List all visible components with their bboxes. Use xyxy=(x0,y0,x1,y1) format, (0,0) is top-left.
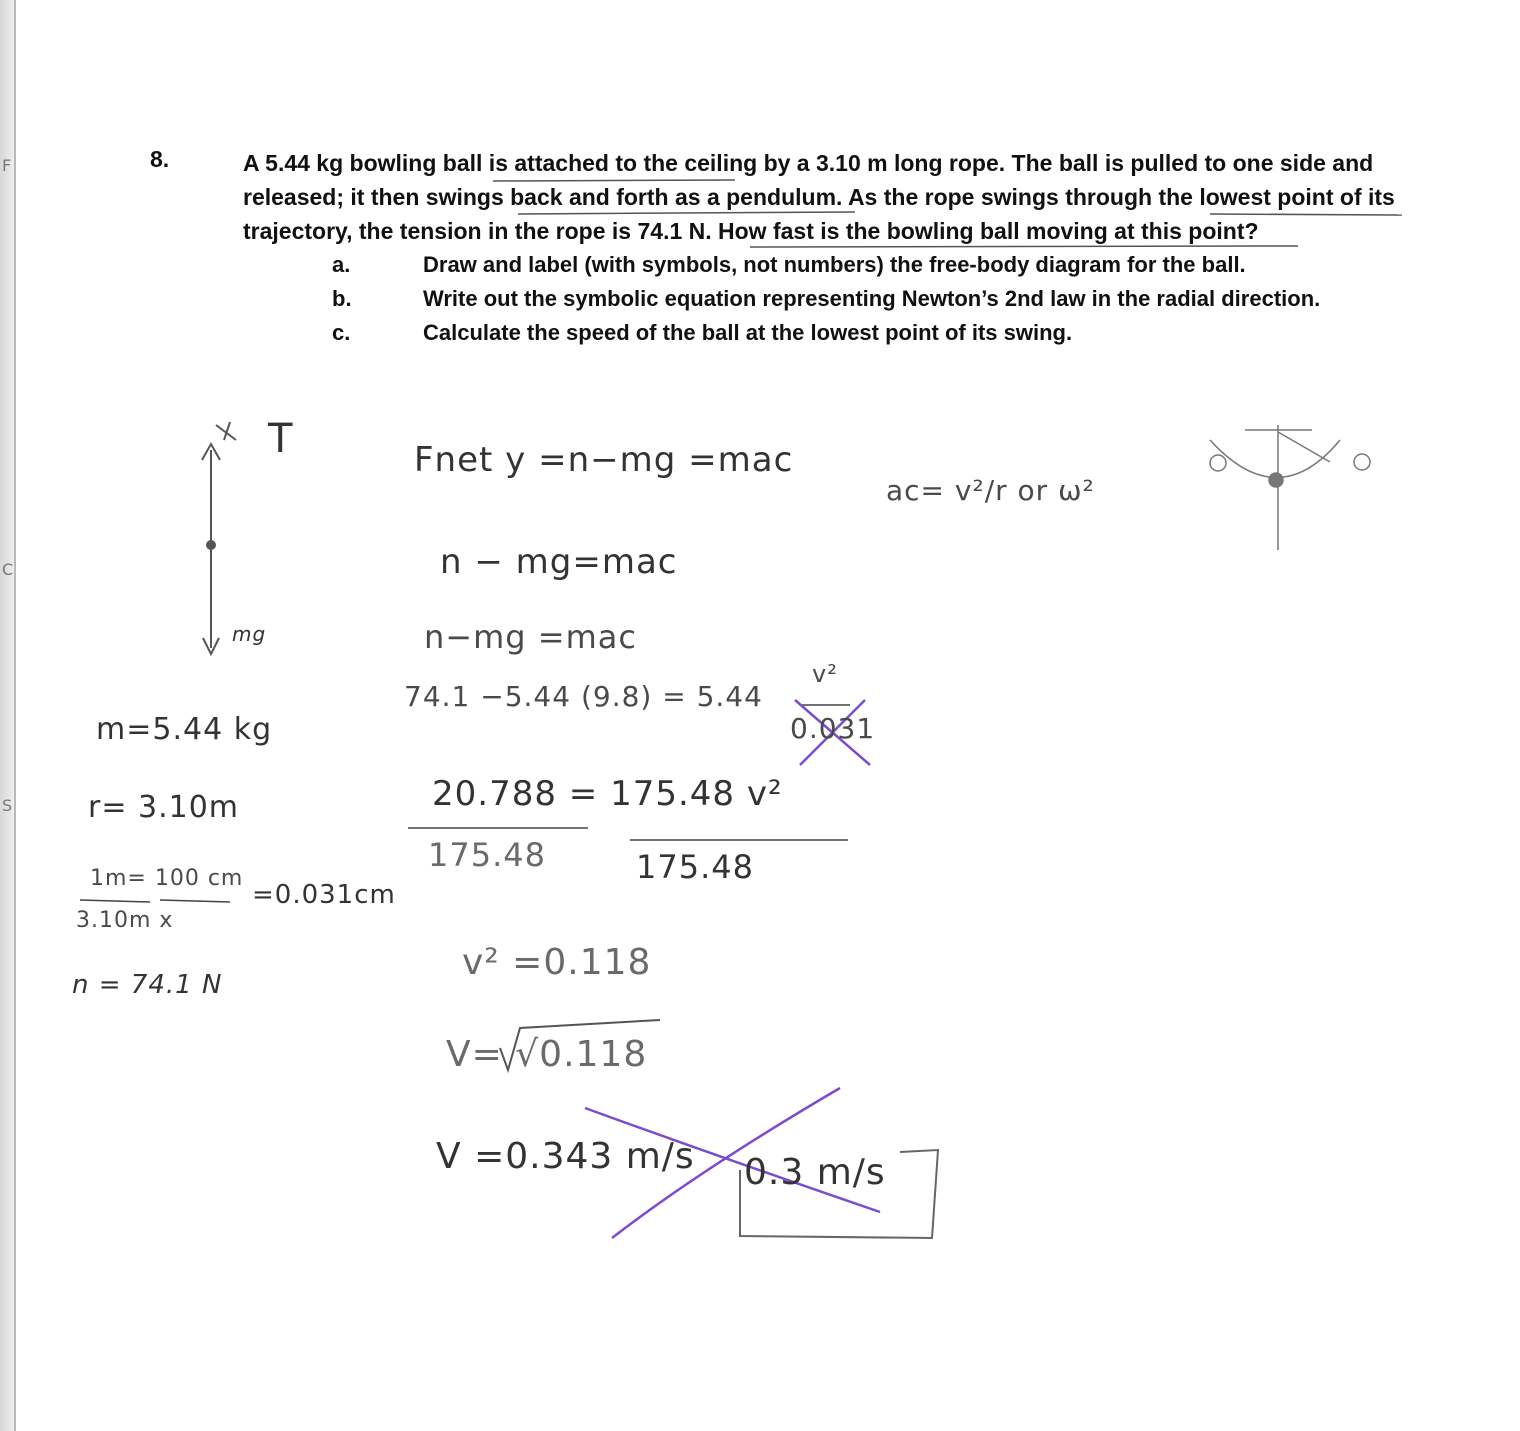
part-letter: a. xyxy=(332,252,351,277)
conversion-result: =0.031cm xyxy=(252,880,396,910)
work-line-4: 74.1 −5.44 (9.8) = 5.44 xyxy=(404,680,763,713)
work-line-4-denominator: 0.031 xyxy=(790,712,876,745)
pendulum-sketch xyxy=(1210,425,1370,550)
part-text: Calculate the speed of the ball at the lowest point of its swing. xyxy=(423,320,1073,345)
strip-glyph: S xyxy=(2,796,13,815)
work-line-4-numerator: v² xyxy=(812,660,838,688)
strip-glyph: F xyxy=(2,156,12,175)
question-text: A 5.44 kg bowling ball is attached to the ceiling by a 3.10 m long rope. The ball is pulled to one side and released; it then swings back and forth as a pendulum. As the rope swings through the lowest point of its trajectory, the tension in the rope is 74.1 N. How fast is the bowling ball moving at this point? xyxy=(243,150,1395,244)
given-normal: n = 74.1 N xyxy=(72,970,223,1000)
work-line-8: V= √0.118 xyxy=(446,1034,648,1075)
work-line-6a: 175.48 xyxy=(428,836,546,874)
work-line-3: n−mg =mac xyxy=(424,618,637,656)
work-line-5: 20.788 = 175.48 v² xyxy=(432,774,783,814)
question-underlines xyxy=(493,180,1402,247)
work-line-2: n − mg=mac xyxy=(440,542,678,582)
centripetal-formula: ac= v²/r or ω² xyxy=(886,474,1095,507)
conversion-top: 1m= 100 cm xyxy=(90,866,244,891)
final-answer: 0.3 m/s xyxy=(744,1152,886,1193)
given-radius: r= 3.10m xyxy=(88,790,240,825)
strip-glyph: C xyxy=(2,560,14,579)
conversion-bottom: 3.10m x xyxy=(76,908,174,933)
work-line-9: V =0.343 m/s xyxy=(436,1136,695,1177)
weight-label: mg xyxy=(232,622,267,646)
part-text: Write out the symbolic equation representing Newton’s 2nd law in the radial direction. xyxy=(423,286,1321,311)
part-text: Draw and label (with symbols, not numbers) the free-body diagram for the ball. xyxy=(423,252,1246,277)
question-number: 8. xyxy=(150,146,170,172)
part-letter: c. xyxy=(332,320,351,345)
tension-label: T xyxy=(268,416,294,462)
part-letter: b. xyxy=(332,286,352,311)
free-body-diagram xyxy=(202,422,236,654)
work-line-7: v² =0.118 xyxy=(462,942,652,983)
work-line-6b: 175.48 xyxy=(636,848,754,886)
given-mass: m=5.44 kg xyxy=(96,712,273,747)
work-line-1: Fnet y =n−mg =mac xyxy=(414,440,794,480)
